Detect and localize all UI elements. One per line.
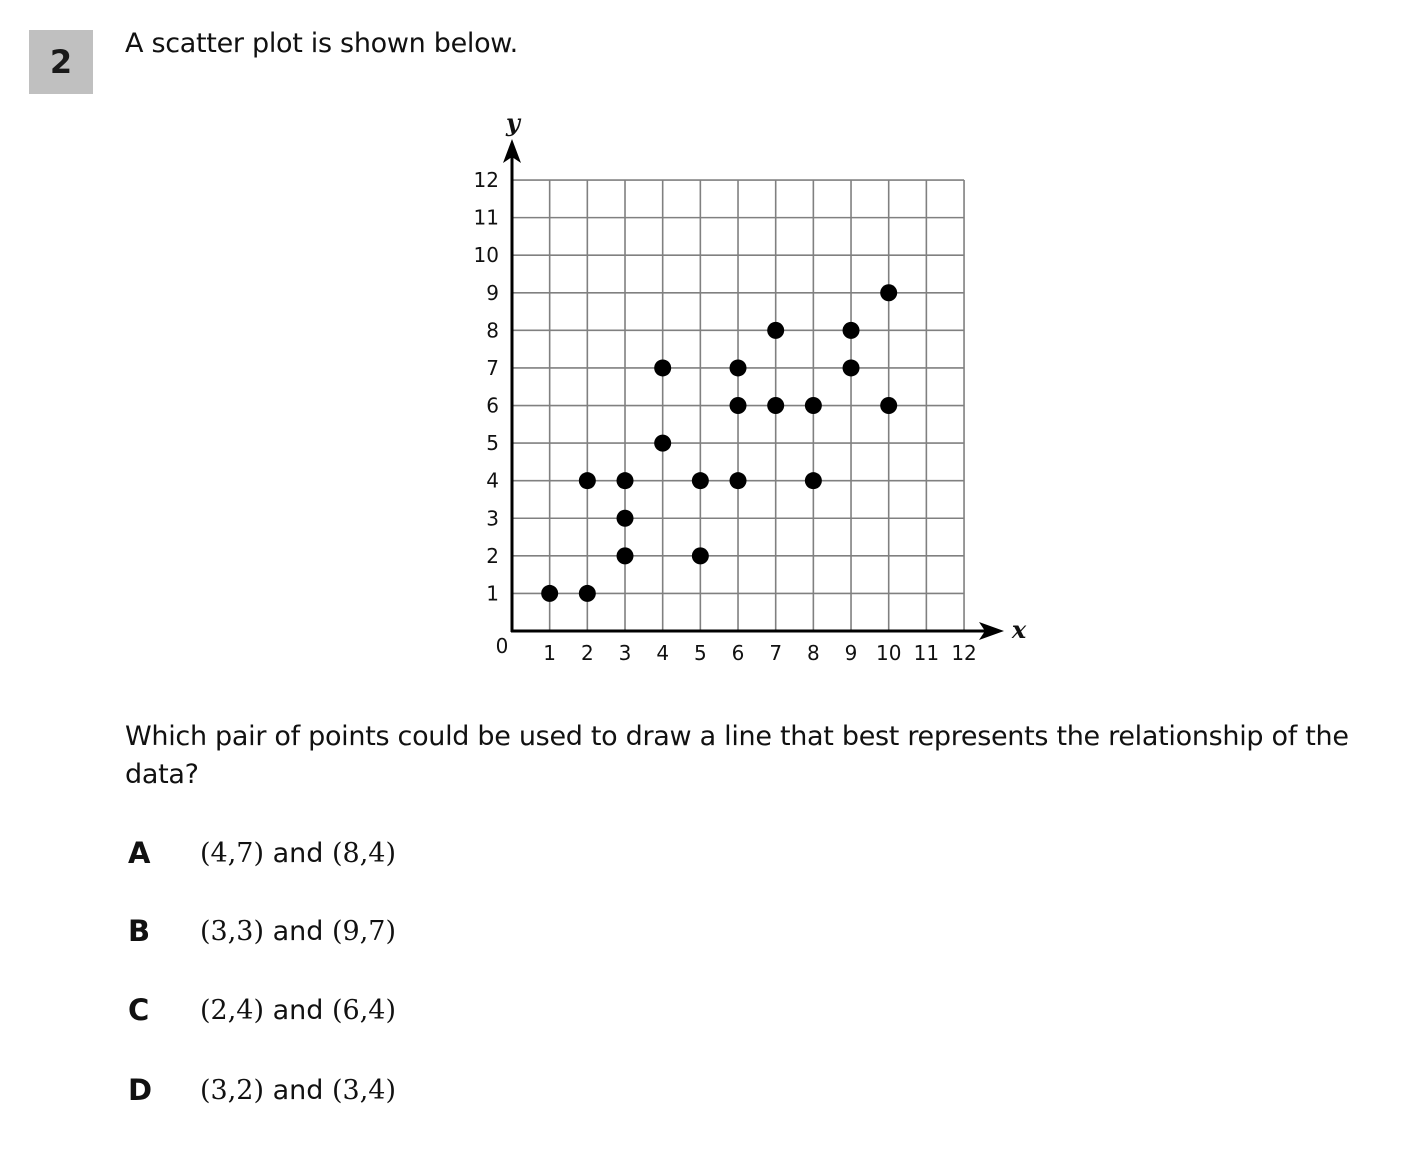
data-point — [843, 322, 860, 339]
data-point — [617, 472, 634, 489]
data-point — [692, 547, 709, 564]
y-tick-label: 12 — [473, 168, 499, 193]
data-point — [654, 435, 671, 452]
y-tick-label: 2 — [486, 543, 499, 568]
data-point — [767, 322, 784, 339]
choice-text: (2,4) and (6,4) — [200, 994, 397, 1026]
y-tick-label: 1 — [486, 581, 499, 606]
origin-label: 0 — [495, 634, 509, 658]
x-tick-label: 8 — [806, 641, 820, 665]
data-point — [880, 397, 897, 414]
x-tick-label: 10 — [875, 641, 902, 665]
y-tick-label: 6 — [486, 393, 499, 418]
y-tick-label: 7 — [486, 355, 499, 380]
x-tick-label: 1 — [543, 641, 557, 665]
answer-choice-d[interactable] — [128, 1070, 396, 1110]
x-tick-label: 12 — [951, 641, 977, 665]
y-tick-label: 9 — [486, 280, 499, 305]
answer-choice-c[interactable] — [128, 990, 396, 1030]
data-point — [730, 472, 747, 489]
y-tick-label: 8 — [486, 318, 499, 343]
y-tick-label: 11 — [473, 205, 499, 230]
choice-letter: C — [128, 993, 150, 1027]
question-intro: A scatter plot is shown below. — [125, 28, 518, 59]
data-point — [767, 397, 784, 414]
question-number-badge: 2 — [29, 30, 93, 94]
y-tick-label: 3 — [486, 506, 499, 531]
x-tick-label: 5 — [693, 641, 707, 665]
y-axis-label: y — [506, 108, 520, 137]
data-point — [692, 472, 709, 489]
data-point — [617, 547, 634, 564]
x-tick-label: 11 — [913, 641, 940, 665]
answer-choice-b[interactable] — [128, 911, 396, 951]
x-axis-label: x — [1011, 615, 1027, 644]
x-tick-label: 9 — [844, 641, 858, 665]
data-point — [843, 359, 860, 376]
choice-letter: A — [128, 836, 151, 870]
data-point — [880, 284, 897, 301]
data-point — [730, 397, 747, 414]
choice-letter: D — [128, 1073, 153, 1107]
data-point — [579, 472, 596, 489]
data-point — [541, 585, 558, 602]
x-tick-label: 4 — [656, 641, 670, 665]
y-tick-label: 4 — [486, 468, 499, 493]
choice-text: (4,7) and (8,4) — [200, 837, 397, 869]
data-point — [654, 359, 671, 376]
x-tick-label: 3 — [618, 641, 632, 665]
data-point — [730, 359, 747, 376]
data-point — [805, 472, 822, 489]
data-point — [579, 585, 596, 602]
x-tick-label: 2 — [580, 641, 594, 665]
choice-letter: B — [128, 914, 151, 948]
x-tick-label: 7 — [769, 641, 783, 665]
choice-text: (3,3) and (9,7) — [200, 915, 397, 947]
choice-text: (3,2) and (3,4) — [200, 1074, 397, 1106]
data-point — [617, 510, 634, 527]
data-point — [805, 397, 822, 414]
x-tick-label: 6 — [731, 641, 745, 665]
question-prompt: Which pair of points could be used to draw a line that best represents the relationship of the data? — [125, 721, 1349, 790]
answer-choice-a[interactable] — [128, 833, 396, 873]
y-tick-label: 10 — [473, 243, 499, 268]
y-tick-label: 5 — [486, 431, 499, 456]
